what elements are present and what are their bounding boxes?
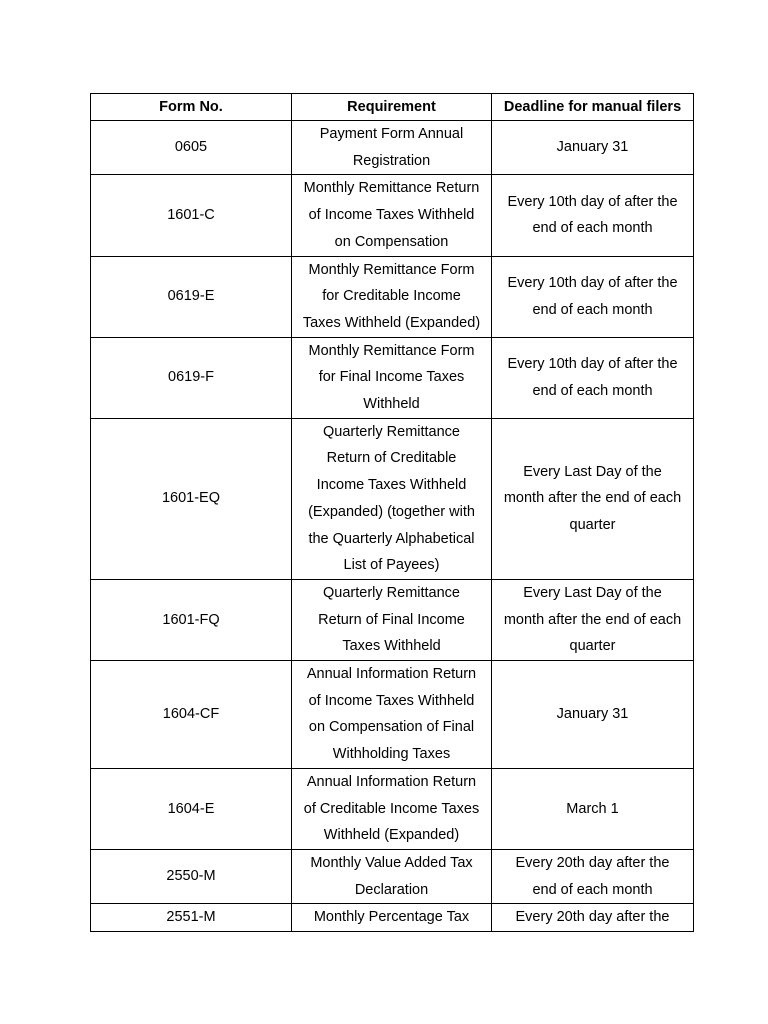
table-row [91, 661, 694, 769]
table-row [91, 768, 694, 849]
requirement-cell: Monthly Value Added Tax Declaration [292, 849, 492, 903]
form-number-cell: 1604-E [91, 768, 292, 849]
deadline-cell: Every 10th day of after the end of each month [492, 175, 694, 256]
form-number-cell: 1601-EQ [91, 418, 292, 579]
deadline-cell: Every Last Day of the month after the end of each quarter [492, 579, 694, 660]
requirement-cell: Payment Form Annual Registration [292, 121, 492, 175]
table-row [91, 121, 694, 175]
table-row [91, 175, 694, 256]
table-row [91, 904, 694, 932]
requirement-cell: Monthly Remittance Return of Income Taxes Withheld on Compensation [292, 175, 492, 256]
header-deadline: Deadline for manual filers [492, 94, 694, 121]
form-number-cell: 1601-FQ [91, 579, 292, 660]
table-row [91, 849, 694, 903]
requirement-cell: Monthly Remittance Form for Creditable Income Taxes Withheld (Expanded) [292, 256, 492, 337]
requirement-cell: Annual Information Return of Income Taxes Withheld on Compensation of Final Withholding Taxes [292, 661, 492, 769]
tax-deadlines-table [90, 93, 694, 932]
form-number-cell: 1604-CF [91, 661, 292, 769]
deadline-cell: Every 20th day after the [492, 904, 694, 932]
table-header-row [91, 94, 694, 121]
requirement-cell: Quarterly Remittance Return of Creditable Income Taxes Withheld (Expanded) (together with the Quarterly Alphabetical List of Payees) [292, 418, 492, 579]
requirement-cell: Monthly Remittance Form for Final Income Taxes Withheld [292, 337, 492, 418]
deadline-cell: Every 10th day of after the end of each month [492, 337, 694, 418]
table-row [91, 579, 694, 660]
deadline-cell: Every Last Day of the month after the end of each quarter [492, 418, 694, 579]
form-number-cell: 2551-M [91, 904, 292, 932]
requirement-cell: Quarterly Remittance Return of Final Income Taxes Withheld [292, 579, 492, 660]
deadline-cell: January 31 [492, 661, 694, 769]
table-row [91, 337, 694, 418]
header-requirement: Requirement [292, 94, 492, 121]
deadline-cell: March 1 [492, 768, 694, 849]
deadline-cell: Every 10th day of after the end of each month [492, 256, 694, 337]
deadline-cell: Every 20th day after the end of each month [492, 849, 694, 903]
form-number-cell: 2550-M [91, 849, 292, 903]
header-form-no: Form No. [91, 94, 292, 121]
table-row [91, 256, 694, 337]
form-number-cell: 0619-F [91, 337, 292, 418]
requirement-cell: Monthly Percentage Tax [292, 904, 492, 932]
form-number-cell: 0619-E [91, 256, 292, 337]
requirement-cell: Annual Information Return of Creditable Income Taxes Withheld (Expanded) [292, 768, 492, 849]
form-number-cell: 1601-C [91, 175, 292, 256]
form-number-cell: 0605 [91, 121, 292, 175]
table-row [91, 418, 694, 579]
deadline-cell: January 31 [492, 121, 694, 175]
